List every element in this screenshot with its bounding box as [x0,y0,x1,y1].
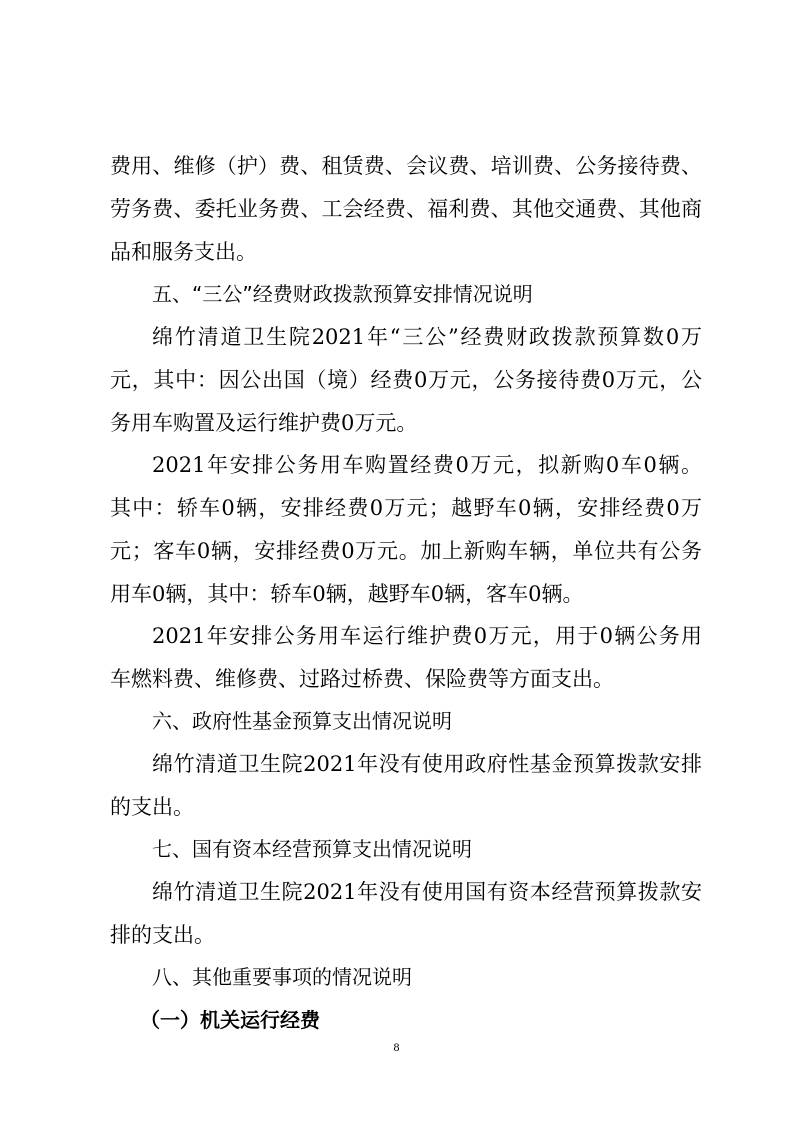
paragraph-line: 务用车购置及运行维护费0万元。 [110,411,418,435]
section-heading-8: 八、其他重要事项的情况说明 [152,965,412,989]
paragraph-line: 其中：轿车0辆，安排经费0万元；越野车0辆，安排经费0万 [110,496,702,520]
section-heading-7: 七、国有资本经营预算支出情况说明 [152,837,472,861]
paragraph-line: 劳务费、委托业务费、工会经费、福利费、其他交通费、其他商 [110,197,702,221]
paragraph-line: 2021年安排公务用车购置经费0万元，拟新购0车0辆。 [152,453,702,477]
paragraph-line: 的支出。 [110,795,194,819]
paragraph-line: 车燃料费、维修费、过路过桥费、保险费等方面支出。 [110,667,614,691]
paragraph-line: 元；客车0辆，安排经费0万元。加上新购车辆，单位共有公务 [110,539,702,563]
paragraph-line: 2021年安排公务用车运行维护费0万元，用于0辆公务用 [152,624,702,648]
paragraph-line: 品和服务支出。 [110,240,257,264]
paragraph-line: 绵竹清道卫生院2021年“三公”经费财政拨款预算数0万 [152,325,702,349]
paragraph-line: 绵竹清道卫生院2021年没有使用国有资本经营预算拨款安 [152,880,702,904]
section-heading-5: 五、“三公”经费财政拨款预算安排情况说明 [152,282,533,306]
paragraph-line: 元，其中：因公出国（境）经费0万元，公务接待费0万元，公 [110,368,702,392]
section-heading-6: 六、政府性基金预算支出情况说明 [152,709,452,733]
subsection-heading: （一）机关运行经费 [140,1008,320,1032]
paragraph-line: 用车0辆，其中：轿车0辆，越野车0辆，客车0辆。 [110,582,584,606]
page-number: 8 [393,1040,400,1054]
paragraph-line: 绵竹清道卫生院2021年没有使用政府性基金预算拨款安排 [152,752,702,776]
paragraph-line: 排的支出。 [110,923,215,947]
paragraph-line: 费用、维修（护）费、租赁费、会议费、培训费、公务接待费、 [110,154,702,178]
